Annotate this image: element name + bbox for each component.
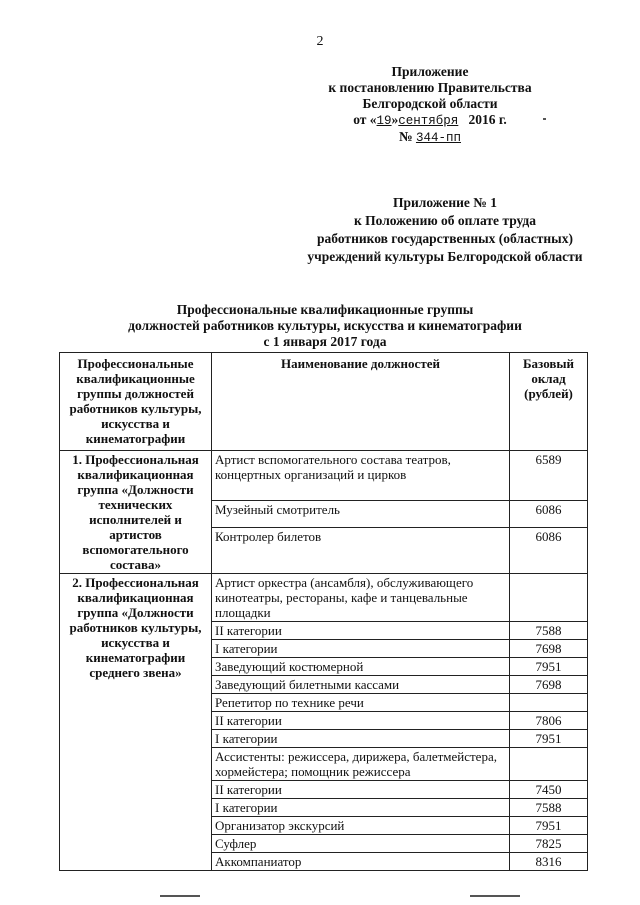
salary-cell: 7951: [510, 730, 588, 748]
salary-cell: [510, 694, 588, 712]
salary-cell: 7951: [510, 817, 588, 835]
position-cell: Организатор экскурсий: [212, 817, 510, 835]
salary-table: [59, 352, 588, 871]
salary-cell: 7588: [510, 622, 588, 640]
salary-cell: 6086: [510, 500, 588, 527]
appendix2-line-4: учреждений культуры Белгородской области: [307, 249, 583, 264]
title-line-2: должностей работников культуры, искусства и кинематографии: [128, 318, 522, 333]
title-line-3: с 1 января 2017 года: [263, 334, 387, 349]
date-day: 19: [376, 114, 392, 128]
appendix-line-1: Приложение: [391, 64, 469, 79]
date-mid: »: [391, 112, 399, 127]
header-salary: Базовый оклад (рублей): [510, 353, 588, 451]
position-cell: Заведующий билетными кассами: [212, 676, 510, 694]
salary-cell: 7951: [510, 658, 588, 676]
position-cell: Контролер билетов: [212, 528, 510, 574]
salary-cell: 6086: [510, 528, 588, 574]
position-cell: Артист вспомогательного состава театров, концертных организаций и цирков: [212, 451, 510, 501]
header-group: Профессиональные квалификационные группы должностей работников культуры, искусства и кинематографии: [60, 353, 212, 451]
title-line-1: Профессиональные квалификационные группы: [176, 302, 474, 317]
number-value: 344-пп: [415, 131, 461, 145]
salary-cell: 8316: [510, 853, 588, 871]
scan-artifact: [160, 895, 200, 897]
position-cell: I категории: [212, 730, 510, 748]
scan-artifact: [470, 895, 520, 897]
salary-cell: [510, 574, 588, 622]
position-cell: II категории: [212, 622, 510, 640]
group-2-name: 2. Профессиональная квалификационная группа «Должности работников культуры, искусства и кинематографии среднего звена»: [60, 574, 212, 871]
appendix-number: [300, 129, 560, 146]
scan-artifact: [543, 118, 546, 120]
appendix-header: [300, 64, 560, 146]
appendix-line-3: Белгородской области: [362, 96, 498, 111]
position-cell: II категории: [212, 712, 510, 730]
position-cell: I категории: [212, 640, 510, 658]
position-cell: Артист оркестра (ансамбля), обслуживающего кинотеатры, рестораны, кафе и танцевальные площадки: [212, 574, 510, 622]
salary-cell: 7588: [510, 799, 588, 817]
document-title: [110, 302, 540, 350]
appendix-date: [300, 112, 560, 129]
date-year: 2016 г.: [468, 112, 507, 127]
position-cell: Репетитор по технике речи: [212, 694, 510, 712]
position-cell: Суфлер: [212, 835, 510, 853]
position-cell: Аккомпаниатор: [212, 853, 510, 871]
salary-cell: [510, 748, 588, 781]
table-row: [60, 451, 588, 501]
salary-cell: 7698: [510, 676, 588, 694]
number-prefix: №: [399, 129, 413, 144]
appendix2-line-2: к Положению об оплате труда: [353, 213, 537, 228]
salary-cell: 7698: [510, 640, 588, 658]
date-prefix: от «: [353, 112, 377, 127]
table-header-row: [60, 353, 588, 451]
appendix2-line-3: работников государственных (областных): [317, 231, 573, 246]
position-cell: Музейный смотритель: [212, 500, 510, 527]
salary-cell: 7450: [510, 781, 588, 799]
appendix-line-2: к постановлению Правительства: [328, 80, 532, 95]
position-cell: Ассистенты: режиссера, дирижера, балетмейстера, хормейстера; помощник режиссера: [212, 748, 510, 781]
appendix2-header: [300, 194, 590, 266]
appendix2-line-1: Приложение № 1: [393, 195, 497, 210]
salary-cell: 7806: [510, 712, 588, 730]
header-position: Наименование должностей: [212, 353, 510, 451]
page-number: 2: [316, 34, 324, 49]
salary-cell: 6589: [510, 451, 588, 501]
salary-cell: 7825: [510, 835, 588, 853]
table-row: [60, 574, 588, 622]
position-cell: Заведующий костюмерной: [212, 658, 510, 676]
position-cell: I категории: [212, 799, 510, 817]
position-cell: II категории: [212, 781, 510, 799]
group-1-name: 1. Профессиональная квалификационная группа «Должности технических исполнителей и артистов вспомогательного состава»: [60, 451, 212, 574]
date-month: сентября: [398, 114, 459, 128]
